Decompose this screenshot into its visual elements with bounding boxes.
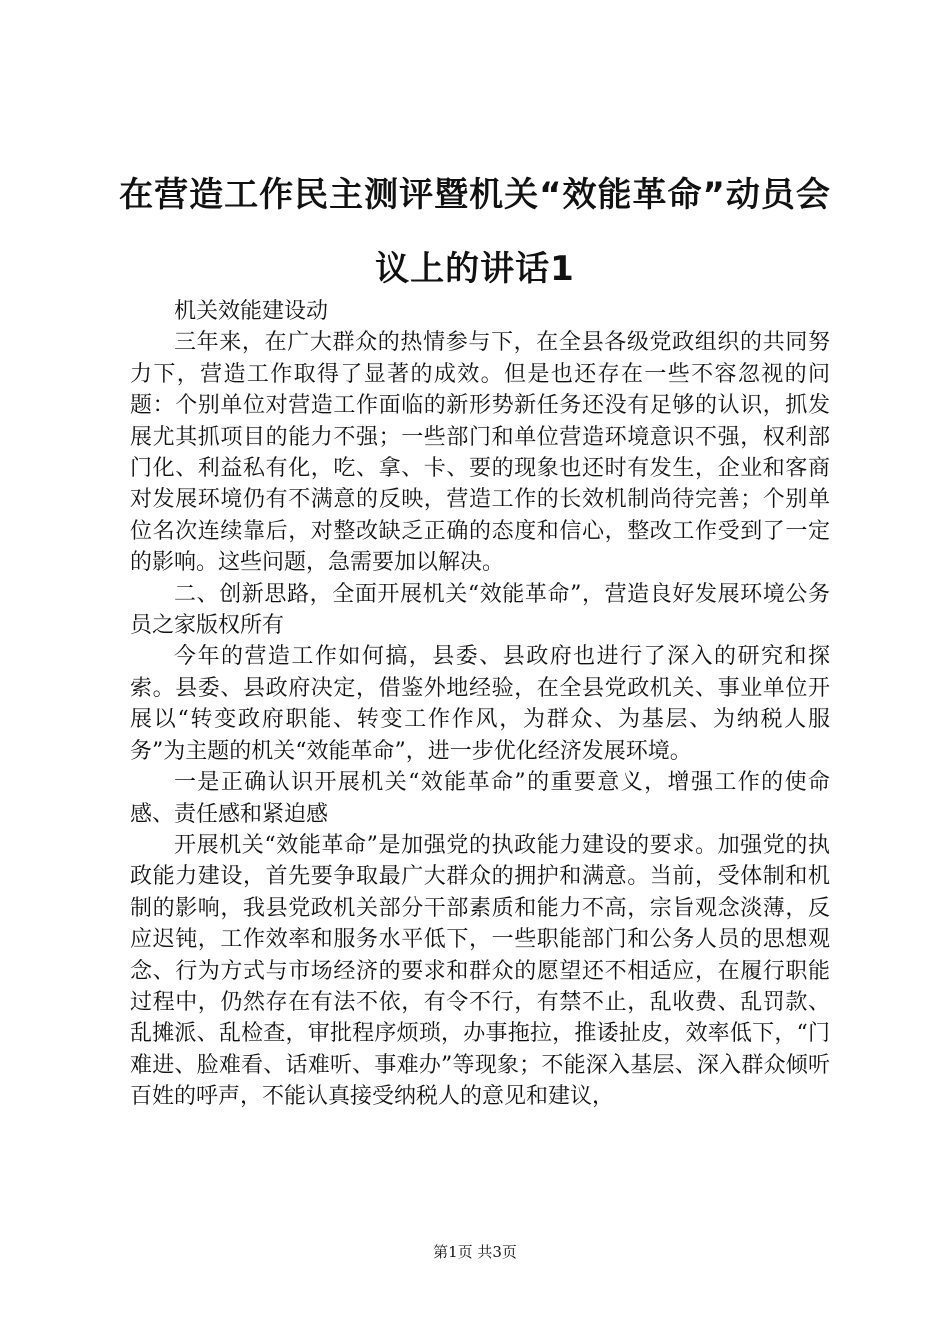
paragraph-6: 开展机关“效能革命”是加强党的执政能力建设的要求。加强党的执政能力建设，首先要争取最广大群众的拥护和满意。当前，受体制和机制的影响，我县党政机关部分干部素质和能力不高，宗旨观念淡薄，反应迟钝，工作效率和服务水平低下，一些职能部门和公务人员的思想观念、行为方式与市场经济的要求和群众的愿望还不相适应，在履行职能过程中，仍然存在有法不依，有令不行，有禁不止，乱收费、乱罚款、乱摊派、乱检查，审批程序烦琐，办事拖拉，推诿扯皮，效率低下，“门难进、脸难看、话难听、事难办”等现象；不能深入基层、深入群众倾听百姓的呼声，不能认真接受纳税人的意见和建议， [130,832,830,1110]
document-body [130,296,830,1113]
paragraph-5: 一是正确认识开展机关“效能革命”的重要意义，增强工作的使命感、责任感和紧迫感 [130,770,830,827]
paragraph-3: 二、创新思路，全面开展机关“效能革命”，营造良好发展环境公务员之家版权所有 [130,581,830,639]
document-title: 在营造工作民主测评暨机关“效能革命”动员会议上的讲话1 [119,175,831,289]
paragraph-4: 今年的营造工作如何搞，县委、县政府也进行了深入的研究和探索。县委、县政府决定，借鉴外地经验，在全县党政机关、事业单位开展以“转变政府职能、转变工作作风，为群众、为基层、为纳税人服务”为主题的机关“效能革命”，进一步优化经济发展环境。 [130,644,830,764]
paragraph-2: 三年来，在广大群众的热情参与下，在全县各级党政组织的共同努力下，营造工作取得了显著的成效。但是也还存在一些不容忽视的问题：个别单位对营造工作面临的新形势新任务还没有足够的认识，抓发展尤其抓项目的能力不强；一些部门和单位营造环境意识不强，权利部门化、利益私有化，吃、拿、卡、要的现象也还时有发生，企业和客商对发展环境仍有不满意的反映，营造工作的长效机制尚待完善；个别单位名次连续靠后，对整改缺乏正确的态度和信心，整改工作受到了一定的影响。这些问题，急需要加以解决。 [130,330,830,576]
page-footer: 第1页 共3页 [433,1243,517,1261]
paragraph-1: 机关效能建设动 [174,299,329,324]
